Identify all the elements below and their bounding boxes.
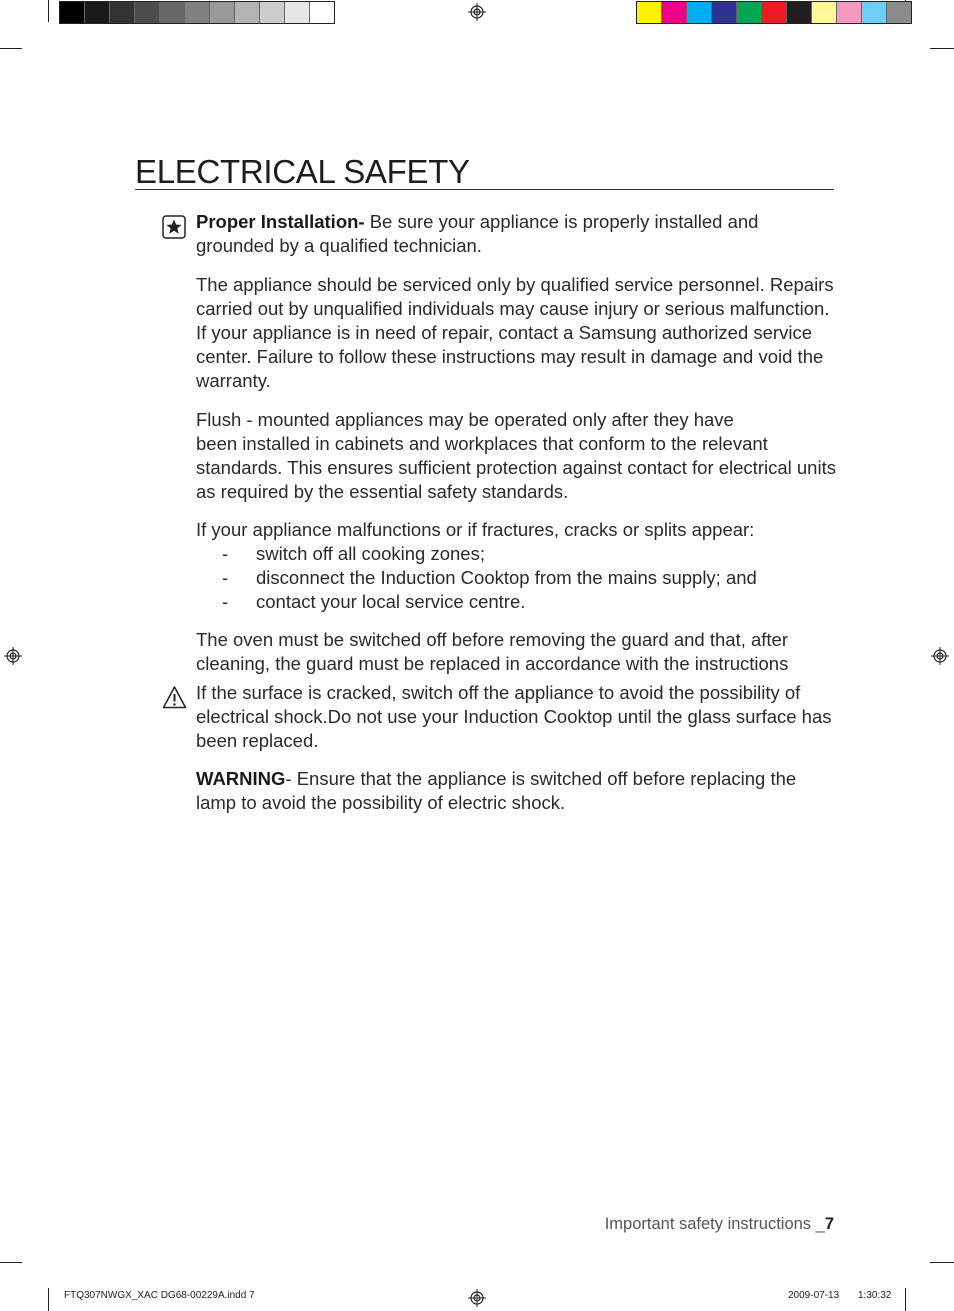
installation-paragraph [196,210,836,258]
color-swatch [310,2,334,23]
slug-file: FTQ307NWGX_XAC DG68-00229A.indd 7 [64,1290,255,1301]
color-swatch [110,2,135,23]
color-swatch [887,2,911,23]
star-note-icon [162,215,186,239]
gray-swatch-bar [59,1,335,24]
color-swatch [185,2,210,23]
cracked-text: If the surface is cracked, switch off the appliance to avoid the possibility of electrical shock.Do not use your Induction Cooktop until the glass surface has been replaced. [196,682,832,751]
color-swatch [637,2,662,23]
color-swatch [85,2,110,23]
installation-label: Proper Installation- [196,211,365,232]
page-title: ELECTRICAL SAFETY [135,155,834,190]
warning-label: WARNING [196,768,286,789]
registration-mark-icon [468,3,486,21]
crop-mark [905,1288,906,1311]
flush-line-1: Flush - mounted appliances may be operated only after they have [196,409,734,430]
crop-mark [48,0,49,22]
color-swatch [762,2,787,23]
list-item-text: disconnect the Induction Cooktop from the mains supply; and [256,567,757,588]
list-dash: - [222,567,229,588]
color-swatch [235,2,260,23]
list-dash: - [222,591,229,612]
registration-mark-icon [4,647,22,665]
color-swatch [712,2,737,23]
footer-section-name: Important safety instructions _ [604,1215,825,1233]
page-number: 7 [824,1215,834,1233]
caution-triangle-icon [162,685,187,710]
crop-mark [0,1262,22,1263]
crop-mark [48,1288,49,1311]
warning-text: - Ensure that the appliance is switched off before replacing the lamp to avoid the possibility of electric shock. [196,768,797,813]
color-swatch [812,2,837,23]
color-swatch [135,2,160,23]
oven-text: The oven must be switched off before removing the guard and that, after cleaning, the guard must be replaced in accordance with the instructions [196,629,789,674]
cracked-paragraph [196,681,836,753]
color-swatch [837,2,862,23]
color-swatch [260,2,285,23]
color-swatch [737,2,762,23]
installation-text: Be sure your appliance is properly installed and grounded by a qualified technician. [196,211,759,256]
color-swatch [160,2,185,23]
service-text: The appliance should be serviced only by qualified service personnel. Repairs carried out by unqualified individuals may cause injury or serious malfunction. If your appliance is in need of repair, contact a Samsung authorized service center. Failure to follow these instructions may result in damage and void the warranty. [196,274,834,391]
slug-date: 2009-07-13 [788,1290,840,1301]
list-item-text: contact your local service centre. [256,591,526,612]
flush-rest: been installed in cabinets and workplaces that conform to the relevant standards. This ensures sufficient protection against contact for electrical units as required by the essential safety standards. [196,433,836,502]
color-swatch [862,2,887,23]
color-swatch [285,2,310,23]
color-swatch [662,2,687,23]
list-item [196,566,836,590]
crop-mark [930,48,954,49]
color-swatch [787,2,812,23]
registration-mark-icon [468,1289,486,1307]
color-swatch [210,2,235,23]
oven-paragraph [196,628,836,676]
warning-paragraph [196,767,836,815]
service-paragraph [196,273,836,393]
color-swatch-bar [636,1,912,24]
page-footer [605,1215,834,1234]
list-item-text: switch off all cooking zones; [256,543,485,564]
crop-mark [930,1262,954,1263]
crop-mark [0,48,22,49]
color-swatch [60,2,85,23]
flush-paragraph [196,408,836,504]
list-item [196,542,836,566]
color-swatch [687,2,712,23]
slug-time: 1:30:32 [858,1290,892,1301]
registration-mark-icon [931,647,949,665]
malfunction-intro: If your appliance malfunctions or if fractures, cracks or splits appear: [196,519,755,540]
list-item [196,590,836,614]
list-dash: - [222,543,229,564]
malfunction-paragraph [196,518,836,614]
